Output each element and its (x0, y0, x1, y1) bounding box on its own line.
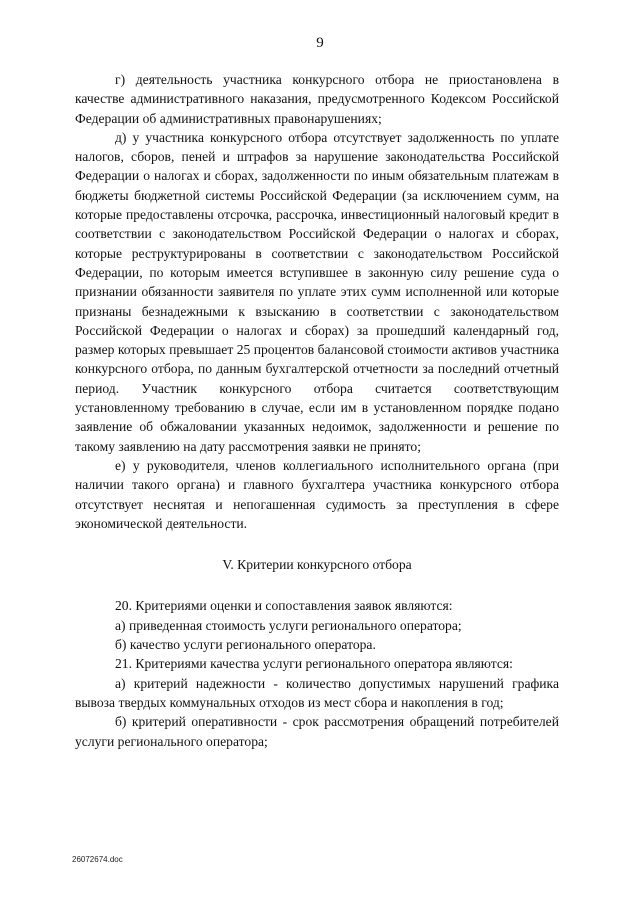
file-name-footer: 26072674.doc (72, 855, 123, 864)
section-heading: V. Критерии конкурсного отбора (222, 557, 412, 573)
paragraph-20: 20. Критериями оценки и сопоставления заявок являются: (115, 598, 453, 614)
document-body (75, 70, 559, 751)
paragraph-item-e: е) у руководителя, членов коллегиального исполнительного органа (при наличии такого органа) и главного бухгалтера участника конкурсного отбора отсутствует неснятая и непогашенная судимость за преступления в сфере экономической деятельности. (75, 457, 559, 531)
paragraph-item-g: г) деятельность участника конкурсного отбора не приостановлена в качестве административного наказания, предусмотренного Кодексом Российской Федерации об административных правонарушениях; (75, 72, 559, 126)
paragraph-21: 21. Критериями качества услуги регионального оператора являются: (115, 656, 513, 672)
paragraph-20-b: б) качество услуги регионального оператора. (115, 637, 376, 653)
paragraph-20-a: а) приведенная стоимость услуги регионального оператора; (115, 617, 462, 633)
page-number: 9 (316, 35, 324, 51)
paragraph-21-b: б) критерий оперативности - срок рассмотрения обращений потребителей услуги регионального оператора; (75, 714, 559, 749)
paragraph-item-d: д) у участника конкурсного отбора отсутствует задолженность по уплате налогов, сборов, пеней и штрафов за нарушение законодательства Российской Федерации о налогах и сборах, задолженности по иным обязательным платежам в бюджеты бюджетной системы Российской Федерации (за исключением сумм, на которые предоставлены отсрочка, рассрочка, инвестиционный налоговый кредит в соответствии с законодательством Российской Федерации о налогах и сборах, которые реструктурированы в соответствии с законодательством Российской Федерации, по которым имеется вступившее в законную силу решение суда о признании обязанности заявителя по уплате этих сумм исполненной или которые признаны безнадежными к взысканию в соответствии с законодательством Российской Федерации о налогах и сборах) за прошедший календарный год, размер которых превышает 25 процентов балансовой стоимости активов участника конкурсного отбора, по данным бухгалтерской отчетности за последний отчетный период. Участник конкурсного отбора считается соответствующим установленному требованию в случае, если им в установленном порядке подано заявление об обжаловании указанных недоимок, задолженности и решение по такому заявлению на дату рассмотрения заявки не принято; (75, 129, 559, 454)
paragraph-21-a: а) критерий надежности - количество допустимых нарушений графика вывоза твердых коммунальных отходов из мест сбора и накопления в год; (75, 675, 559, 710)
